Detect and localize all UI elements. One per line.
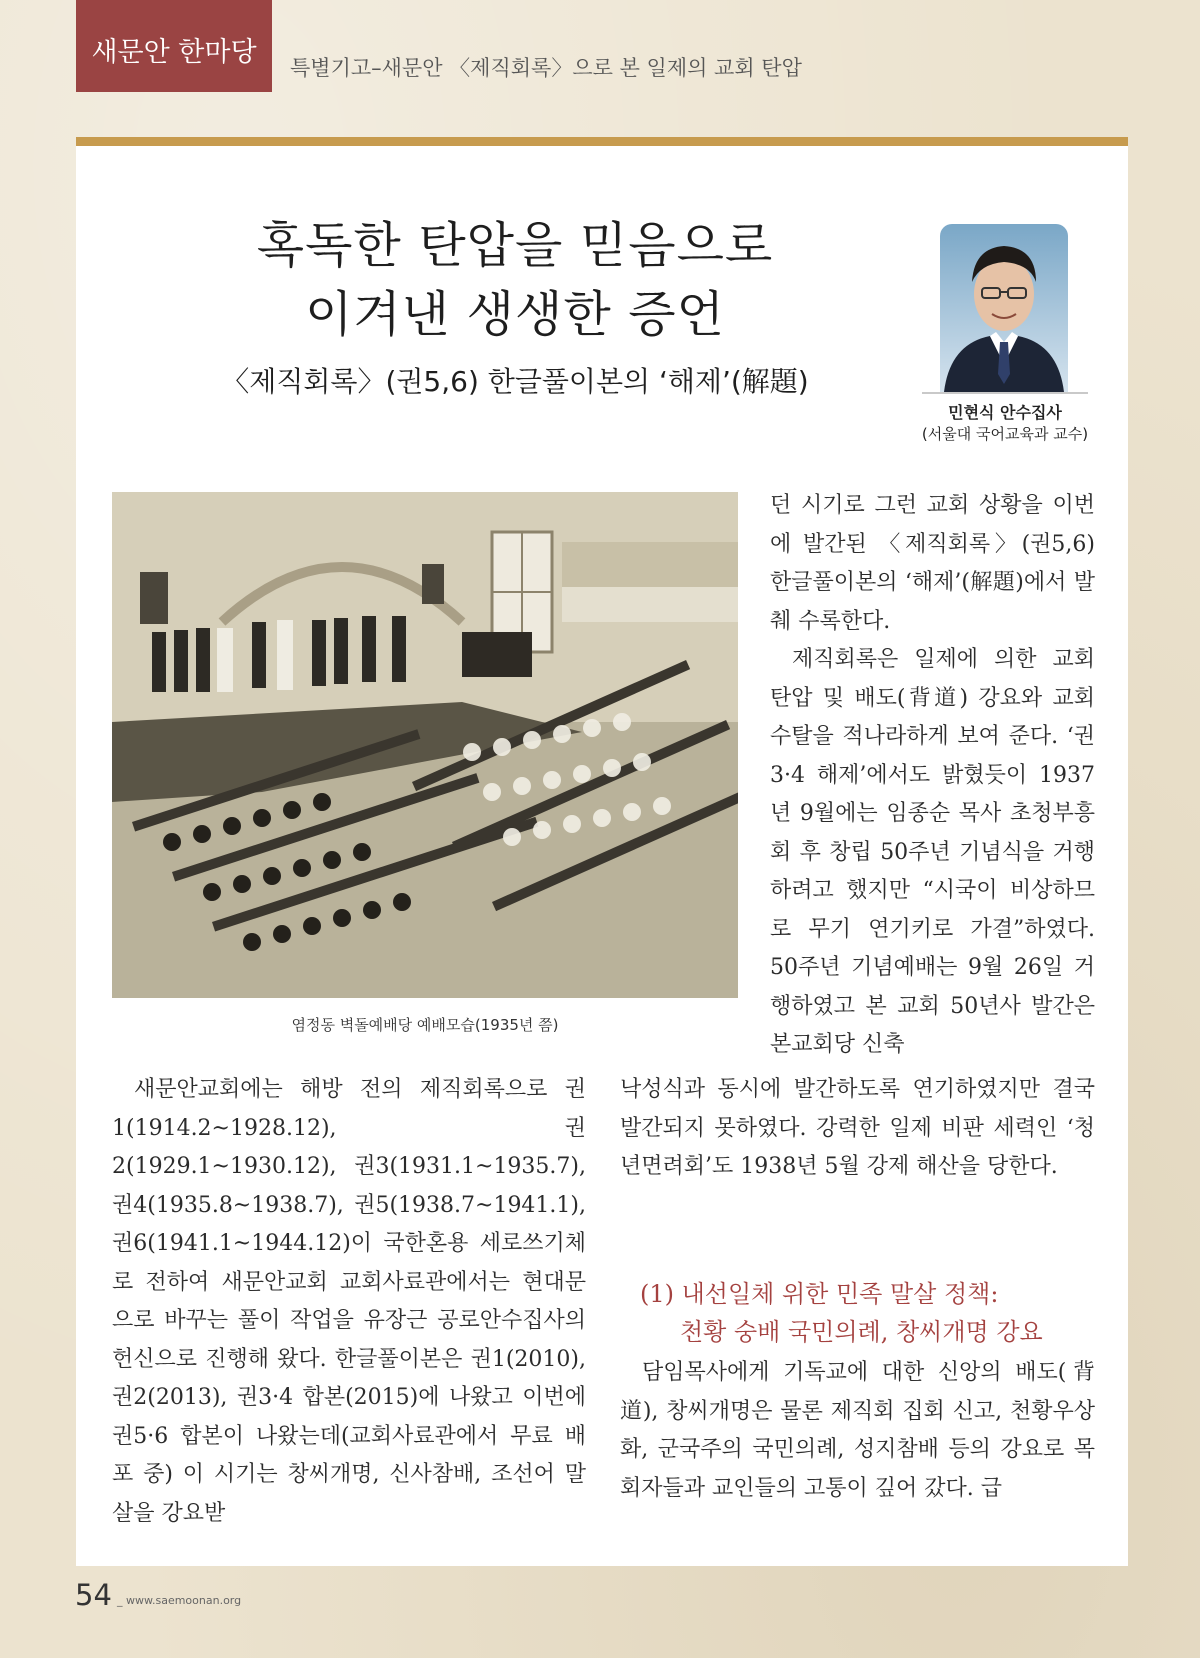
paragraph: 제직회록은 일제에 의한 교회 탄압 및 배도(背道) 강요와 교회 수탈을 적나라하게 보여 준다. ‘권3·4 해제’에서도 밝혔듯이 1937년 9월에는 임종순 목사 초청부흥회 후 창립 50주년 기념식을 거행하려고 했지만 “시국이 비상하므로 무기 연기키로 가결”하였다. 50주년 기념예배는 9월 26일 거행하였고 본 교회 50년사 발간은 본교회당 신축	[770, 647, 1095, 1057]
section-heading-line-1: (1) 내선일체 위한 민족 말살 정책:	[640, 1280, 999, 1308]
header-title: 특별기고–새문안 〈제직회록〉으로 본 일제의 교회 탄압	[290, 56, 802, 80]
title-line-2: 이겨낸 생생한 증언	[305, 285, 725, 343]
body-column-right-bottom	[620, 1354, 1095, 1508]
paragraph: 낙성식과 동시에 발간하도록 연기하였지만 결국 발간되지 못하였다. 강력한 일제 비판 세력인 ‘청년면려회’도 1938년 5월 강제 해산을 당한다.	[620, 1077, 1095, 1179]
section-tag: 새문안 한마당	[76, 0, 272, 92]
paragraph: 새문안교회에는 해방 전의 제직회록으로 권1(1914.2~1928.12), 권2(1929.1~1930.12), 권3(1931.1~1935.7), 권4(1935.8~1938.7), 권5(1938.7~1941.1), 권6(1941.1~1944.12)이 국한혼용 세로쓰기체로 전하여 새문안교회 교회사료관에서는 현대문으로 바꾸는 풀이 작업을 유장근 공로안수집사의 헌신으로 진행해 왔다. 한글풀이본은 권1(2010), 권2(2013), 권3·4 합본(2015)에 나왔고 이번에 권5·6 합본이 나왔는데(교회사료관에서 무료 배포 중) 이 시기는 창씨개명, 신사참배, 조선어 말살을 강요받	[112, 1077, 586, 1526]
paragraph: 던 시기로 그런 교회 상황을 이번에 발간된 〈제직회록〉(권5,6) 한글풀이본의 ‘해제’(解題)에서 발췌 수록한다.	[770, 493, 1095, 634]
portrait-underline	[922, 392, 1088, 394]
author-portrait	[940, 224, 1068, 392]
site-url: _ www.saemoonan.org	[117, 1594, 242, 1607]
historical-photo	[112, 492, 738, 998]
article-title	[140, 212, 890, 349]
body-column-left	[112, 1071, 586, 1533]
photo-caption: 염정동 벽돌예배당 예배모습(1935년 쯤)	[291, 1016, 559, 1034]
author-name: 민현식 안수집사	[948, 403, 1062, 422]
article-subtitle: 〈제직회록〉(권5,6) 한글풀이본의 ‘해제’(解題)	[221, 365, 809, 398]
paragraph: 담임목사에게 기독교에 대한 신앙의 배도(背道), 창씨개명은 물론 제직회 집회 신고, 천황우상화, 군국주의 국민의례, 성지참배 등의 강요로 목회자들과 교인들의 고통이 깊어 갔다. 급	[620, 1360, 1095, 1501]
body-column-right-continued	[620, 1071, 1095, 1187]
page-number: 54	[75, 1578, 112, 1612]
body-column-right-top	[770, 487, 1095, 1065]
section-heading	[620, 1275, 1095, 1351]
author-affiliation: (서울대 국어교육과 교수)	[921, 425, 1089, 443]
section-heading-line-2: 천황 숭배 국민의례, 창씨개명 강요	[680, 1318, 1043, 1346]
title-line-1: 혹독한 탄압을 믿음으로	[256, 217, 774, 274]
gold-rule	[76, 137, 1128, 146]
